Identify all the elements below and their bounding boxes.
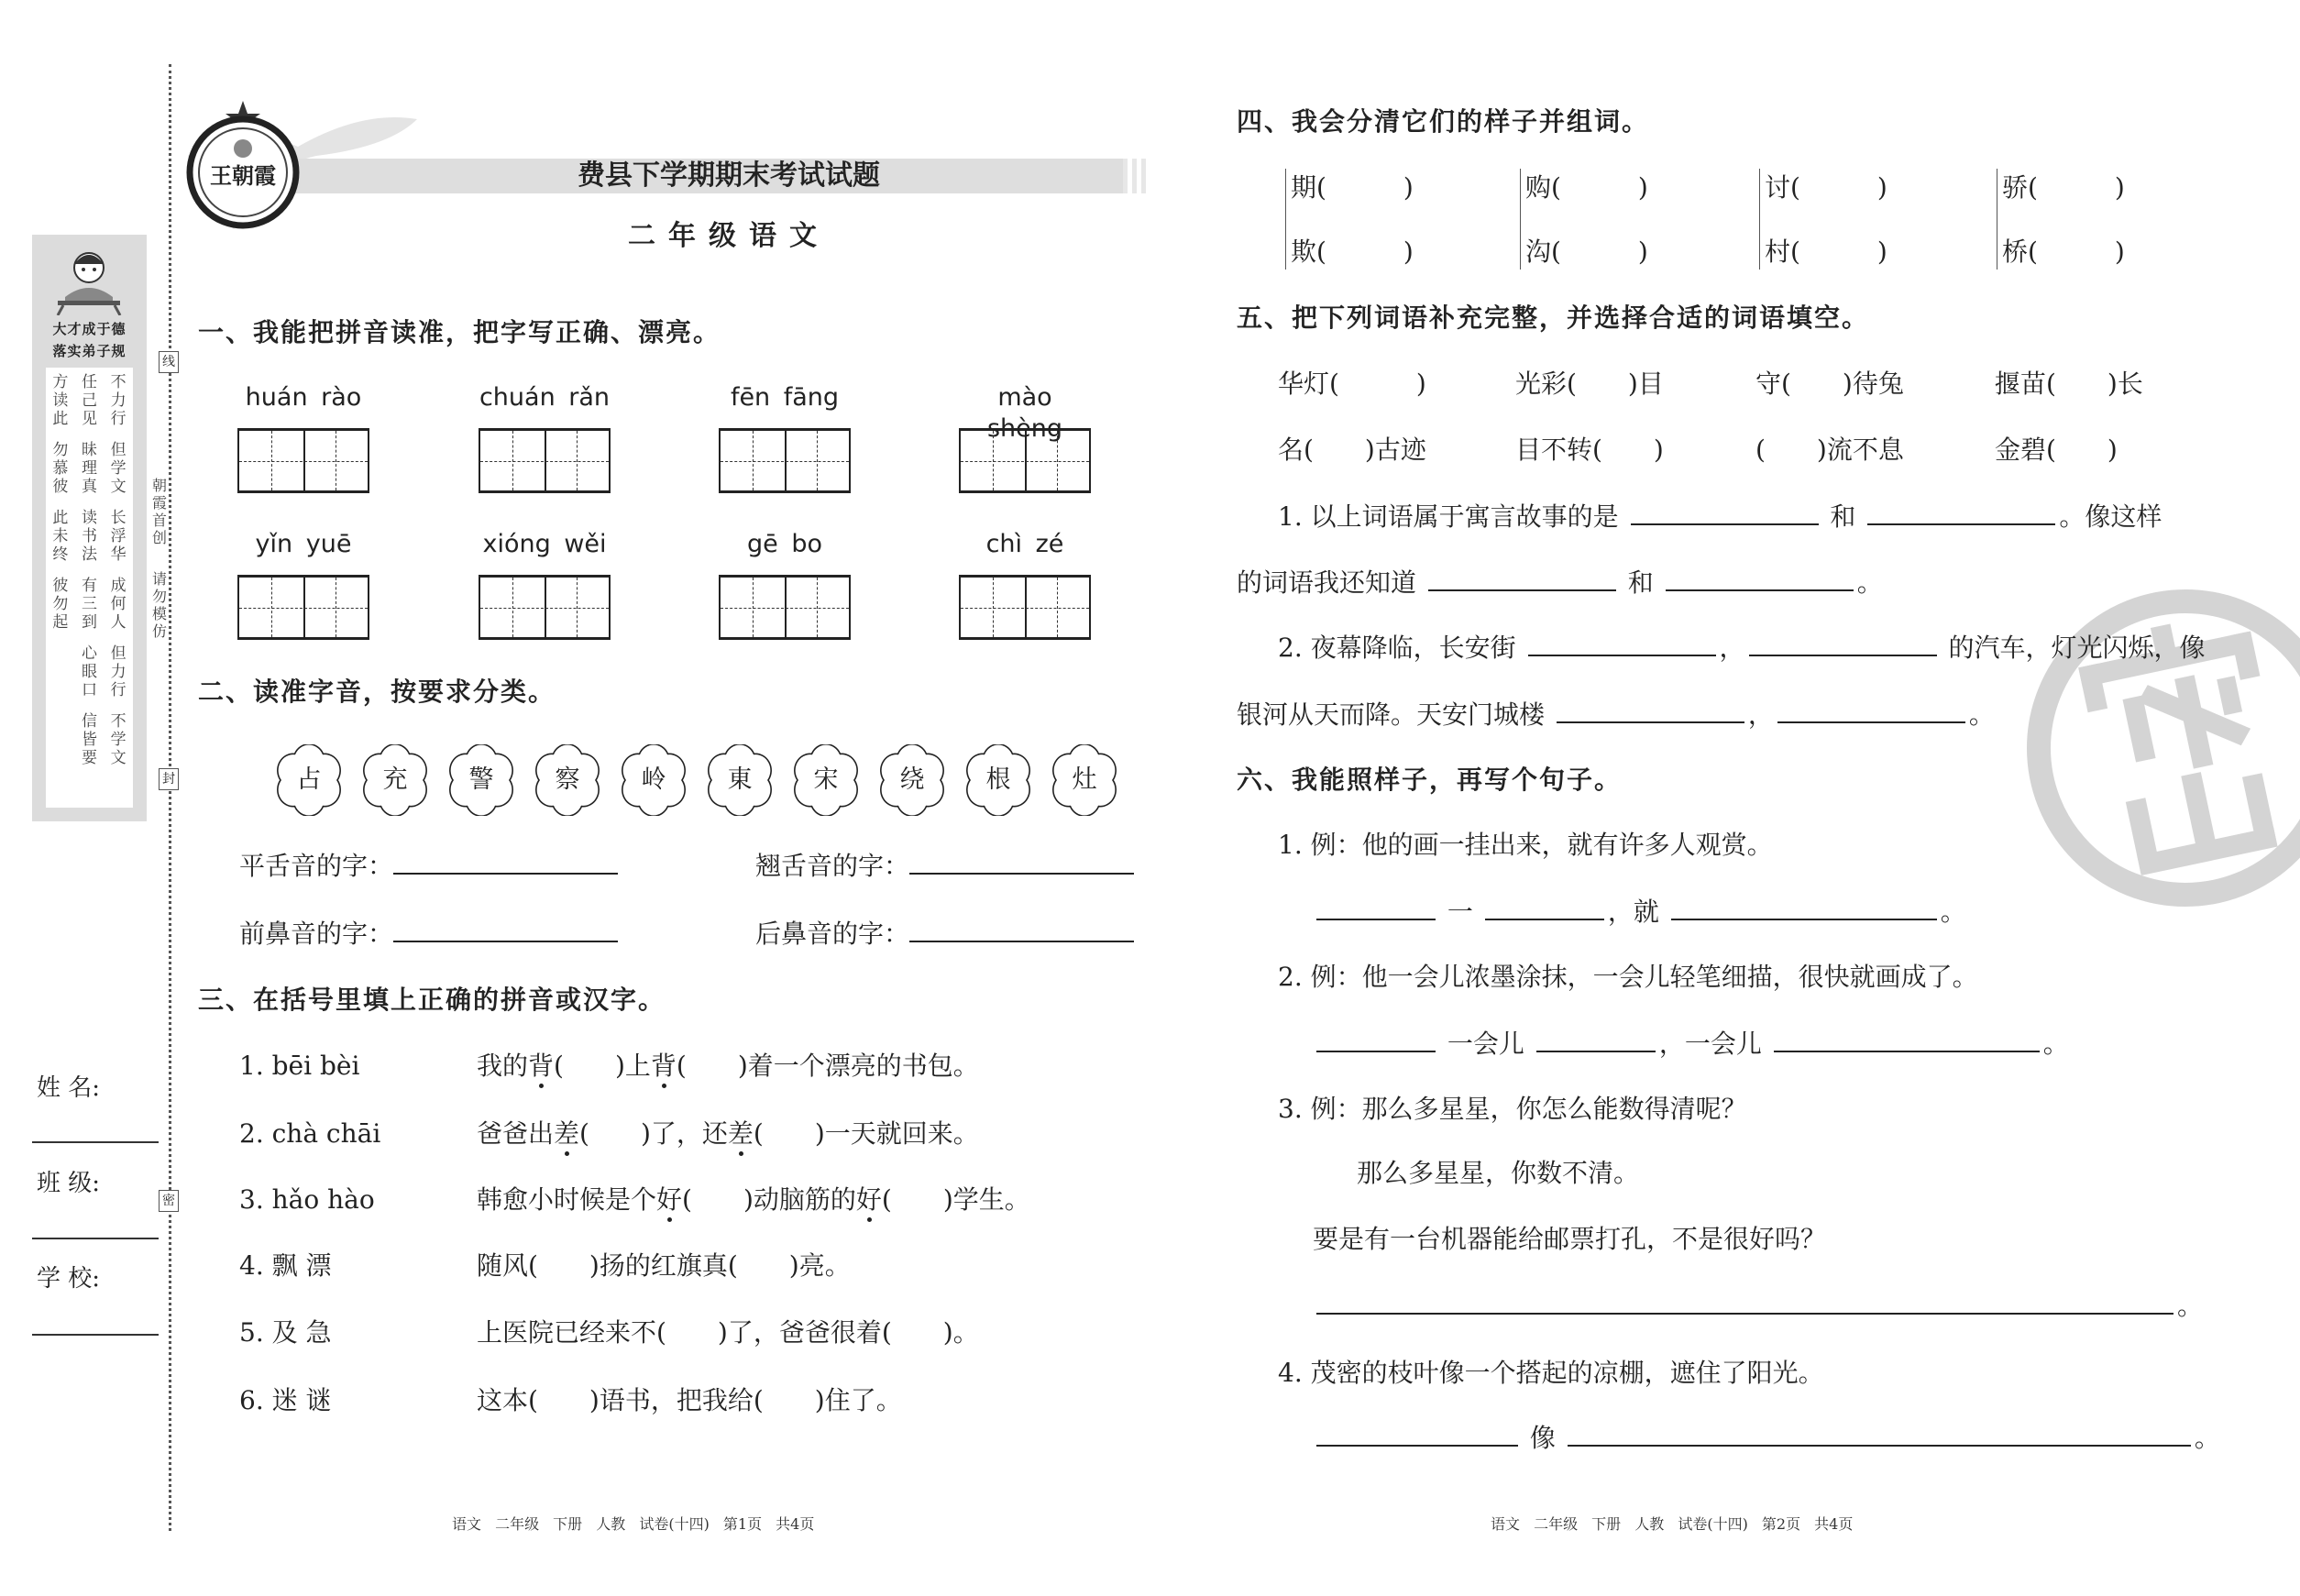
text-segment: 那么多星星，你数不清。 — [1357, 1158, 1640, 1188]
emphasized-char: 差 — [727, 1118, 754, 1149]
flower-char: 占 — [296, 765, 322, 794]
flower-char: 察 — [555, 765, 580, 794]
poem-phrase: 有三到 — [81, 577, 97, 632]
emphasized-char: 好 — [855, 1184, 882, 1215]
text-segment: 像 — [1522, 1423, 1564, 1453]
text-segment: 。 — [1856, 567, 1883, 598]
answer-2 — [1313, 1027, 2069, 1061]
flower-char: 绕 — [899, 765, 925, 794]
example-2 — [1278, 961, 1978, 994]
footer-page-1: 语文 二年级 下册 人教 试卷(十四) 第1页 共4页 — [452, 1515, 815, 1533]
text-segment: 。 — [1968, 699, 1995, 730]
category-blank[interactable] — [909, 917, 1134, 942]
word-pair-top: 骄( ) — [2002, 172, 2125, 203]
pinyin-label: mào shèng — [986, 383, 1063, 443]
poem-phrase: 读书法 — [81, 509, 97, 564]
example-3-answer — [1357, 1157, 1639, 1190]
char-flower — [964, 744, 1032, 816]
pinyin-label: gē bo — [747, 530, 822, 558]
text-segment: ( )着一个漂亮的书包。 — [676, 1051, 979, 1081]
flower-char: 東 — [727, 765, 753, 794]
grid-guide — [480, 461, 609, 462]
dizigui-poem — [46, 368, 133, 808]
item-label: 3. hǎo hào — [239, 1184, 375, 1215]
example-4 — [1278, 1357, 1824, 1390]
answer-blank[interactable] — [1316, 1289, 2173, 1315]
poem-phrase: 但力行 — [110, 644, 127, 699]
text-segment: 。 — [2194, 1423, 2220, 1453]
category-label: 翘舌音的字： — [755, 851, 910, 881]
emphasized-char: 背 — [528, 1051, 555, 1081]
text-segment: 我的 — [477, 1051, 529, 1081]
flower-char: 灶 — [1072, 765, 1097, 794]
flower-char: 根 — [985, 765, 1011, 794]
text-segment: ( )一天就回来。 — [753, 1118, 979, 1149]
char-flower — [792, 744, 860, 816]
poem-phrase: 此未终 — [52, 509, 69, 564]
answer-blank[interactable] — [1528, 631, 1716, 656]
idiom-fill: 光彩( )目 — [1515, 369, 1664, 399]
writing-grid[interactable] — [479, 575, 611, 640]
answer-blank[interactable] — [1316, 1421, 1518, 1447]
class-field[interactable] — [32, 1238, 159, 1239]
poem-column — [51, 373, 70, 808]
grid-guide — [239, 461, 368, 462]
poem-phrase: 不力行 — [110, 373, 127, 428]
grid-guide — [961, 461, 1089, 462]
text-segment: ，就 — [1607, 897, 1667, 927]
word-pair-bottom: 村( ) — [1765, 237, 1887, 267]
writing-grid[interactable] — [959, 575, 1091, 640]
word-pair-top: 期( ) — [1291, 172, 1414, 203]
answer-blank[interactable] — [1557, 698, 1744, 723]
writing-grid[interactable] — [719, 428, 851, 493]
category-blank[interactable] — [393, 849, 618, 875]
section-3-title: 三、在括号里填上正确的拼音或汉字。 — [198, 985, 666, 1015]
grid-guide — [480, 608, 609, 609]
answer-blank[interactable] — [1671, 895, 1937, 920]
emphasized-char: 差 — [554, 1118, 580, 1149]
item-label: 6. 迷 谜 — [239, 1385, 332, 1415]
prompt-3 — [1313, 1223, 1826, 1256]
text-segment: 爸爸出 — [477, 1118, 555, 1149]
question-5-1-cont — [1237, 566, 1883, 600]
student-reading-illustration — [32, 242, 147, 315]
section-1-title: 一、我能把拼音读准，把字写正确、漂亮。 — [198, 317, 721, 347]
item-sentence — [477, 1316, 979, 1349]
answer-blank[interactable] — [1428, 566, 1616, 591]
school-field[interactable] — [32, 1334, 159, 1336]
answer-blank[interactable] — [1568, 1421, 2191, 1447]
answer-blank[interactable] — [1485, 895, 1604, 920]
category-row — [239, 849, 622, 883]
answer-blank[interactable] — [1666, 566, 1854, 591]
answer-blank[interactable] — [1749, 631, 1937, 656]
writing-grid[interactable] — [959, 428, 1091, 493]
text-segment: 1. 以上词语属于寓言故事的是 — [1278, 501, 1627, 532]
poem-phrase: 成何人 — [110, 577, 127, 632]
category-label: 后鼻音的字： — [755, 919, 910, 949]
school-label: 学 校: — [37, 1265, 101, 1293]
text-segment: ， — [1719, 633, 1745, 663]
flower-char: 警 — [468, 765, 494, 794]
name-label: 姓 名: — [37, 1074, 101, 1102]
writing-grid[interactable] — [479, 428, 611, 493]
item-sentence — [477, 1183, 1030, 1216]
name-field[interactable] — [32, 1141, 159, 1143]
idiom-fill: 目不转( ) — [1515, 435, 1664, 465]
text-segment: 一 — [1439, 897, 1481, 927]
text-segment: ，一会儿 — [1658, 1029, 1770, 1059]
text-segment: ( )了，还 — [579, 1118, 728, 1149]
writing-grid[interactable] — [719, 575, 851, 640]
char-flower — [447, 744, 515, 816]
item-label: 5. 及 急 — [239, 1317, 332, 1348]
poem-phrase: 信皆要 — [81, 712, 97, 767]
section-5-title: 五、把下列词语补充完整，并选择合适的词语填空。 — [1237, 303, 1870, 333]
answer-3 — [1313, 1289, 2203, 1323]
word-pair-bottom: 沟( ) — [1525, 237, 1648, 267]
text-segment: 的汽车，灯光闪烁，像 — [1940, 633, 2206, 663]
text-segment: ( )学生。 — [881, 1184, 1030, 1215]
word-pair-top: 购( ) — [1525, 172, 1648, 203]
text-segment: ( )上 — [554, 1051, 651, 1081]
poem-phrase: 不学文 — [110, 712, 127, 767]
binding-note-2: 请勿模仿 — [151, 570, 167, 640]
writing-grid[interactable] — [237, 575, 369, 640]
text-segment: 这本( )语书，把我给( )住了。 — [477, 1385, 902, 1415]
motto-sidebar — [32, 235, 147, 821]
section-2-title: 二、读准字音，按要求分类。 — [198, 677, 556, 707]
exam-title: 费县下学期期末考试试题 — [578, 160, 880, 192]
flower-char: 充 — [382, 765, 408, 794]
idiom-fill: ( )流不息 — [1755, 435, 1904, 465]
text-segment: 。 — [1940, 897, 1966, 927]
text-segment: 2. 夜幕降临，长安街 — [1278, 633, 1524, 663]
answer-blank[interactable] — [1536, 1027, 1656, 1052]
grid-guide — [239, 608, 368, 609]
example-1 — [1278, 829, 1773, 862]
grid-guide — [721, 608, 849, 609]
answer-blank[interactable] — [1316, 1027, 1436, 1052]
binding-note-1: 朝霞首创 — [151, 477, 167, 546]
answer-blank[interactable] — [1316, 895, 1436, 920]
word-pair-top: 讨( ) — [1765, 172, 1887, 203]
word-pair-bottom: 桥( ) — [2002, 237, 2125, 267]
pinyin-label: fēn fāng — [730, 383, 840, 412]
poem-phrase: 彼勿起 — [52, 577, 69, 632]
grid-guide — [721, 461, 849, 462]
item-sentence — [477, 1249, 851, 1282]
emphasized-char: 好 — [656, 1184, 683, 1215]
emphasized-char: 背 — [650, 1051, 677, 1081]
char-flower — [534, 744, 601, 816]
motto-line-2: 落实弟子规 — [52, 343, 127, 359]
answer-blank[interactable] — [1774, 1027, 2040, 1052]
pinyin-label: chuán rǎn — [479, 383, 611, 412]
text-segment: 要是有一台机器能给邮票打孔，不是很好吗？ — [1313, 1224, 1827, 1254]
grid-guide — [961, 608, 1089, 609]
question-5-1 — [1278, 500, 2162, 534]
category-blank[interactable] — [909, 849, 1134, 875]
idiom-fill: 金碧( ) — [1995, 435, 2118, 465]
question-5-2-cont — [1237, 698, 1995, 732]
pinyin-label: huán rào — [245, 383, 362, 412]
flower-char: 宋 — [813, 765, 839, 794]
pair-bracket — [1285, 169, 1286, 270]
poem-phrase: 勿慕彼 — [52, 441, 69, 496]
category-row — [755, 849, 1138, 883]
text-segment: 3. 例：那么多星星，你怎么能数得清呢？ — [1278, 1094, 1747, 1124]
item-sentence — [477, 1384, 902, 1417]
poem-phrase: 方读此 — [52, 373, 69, 428]
answer-1 — [1313, 895, 1966, 929]
pinyin-label: chì zé — [985, 530, 1064, 558]
text-segment: 的词语我还知道 — [1237, 567, 1425, 598]
word-pair-bottom: 欺( ) — [1291, 237, 1414, 267]
text-segment: 2. 例：他一会儿浓墨涂抹，一会儿轻笔细描，很快就画成了。 — [1278, 962, 1978, 992]
binding-dotted-line — [169, 64, 171, 1531]
idiom-fill: 华灯( ) — [1278, 369, 1426, 399]
char-flower — [620, 744, 688, 816]
text-segment: 1. 例：他的画一挂出来，就有许多人观赏。 — [1278, 830, 1773, 860]
text-segment: 。像这样 — [2059, 501, 2162, 532]
pair-bracket — [1759, 169, 1760, 270]
text-segment: 。 — [2042, 1029, 2069, 1059]
item-label: 1. bēi bèi — [239, 1051, 360, 1081]
question-5-2 — [1278, 631, 2205, 665]
idiom-fill: 守( )待兔 — [1755, 369, 1904, 399]
char-flower — [275, 744, 343, 816]
binding-mark-mi: 密 — [159, 1190, 179, 1212]
char-flower — [1051, 744, 1118, 816]
pinyin-label: xióng wěi — [482, 530, 607, 558]
idiom-fill: 揠苗( )长 — [1995, 369, 2143, 399]
item-sentence — [477, 1050, 979, 1083]
pinyin-label: yǐn yuē — [255, 530, 352, 558]
motto-line-1: 大才成于德 — [52, 321, 127, 337]
category-blank[interactable] — [393, 917, 618, 942]
binding-mark-feng: 封 — [159, 768, 179, 790]
char-flower — [706, 744, 774, 816]
section-6-title: 六、我能照样子，再写个句子。 — [1237, 765, 1623, 795]
footer-page-2: 语文 二年级 下册 人教 试卷(十四) 第2页 共4页 — [1491, 1515, 1854, 1533]
writing-grid[interactable] — [237, 428, 369, 493]
pair-bracket — [1520, 169, 1521, 270]
text-segment: 4. 茂密的枝叶像一个搭起的凉棚，遮住了阳光。 — [1278, 1358, 1824, 1388]
category-row — [755, 917, 1138, 951]
exam-subtitle: 二年级语文 — [628, 220, 830, 252]
category-label: 前鼻音的字： — [239, 919, 394, 949]
flower-char: 岭 — [641, 765, 666, 794]
text-segment: ， — [1747, 699, 1774, 730]
poem-phrase: 心眼口 — [81, 644, 97, 699]
text-segment: 韩愈小时候是个 — [477, 1184, 657, 1215]
text-segment: 上医院已经来不( )了，爸爸很着( )。 — [477, 1317, 979, 1348]
example-3 — [1278, 1093, 1747, 1126]
item-sentence — [477, 1117, 979, 1150]
section-4-title: 四、我会分清它们的样子并组词。 — [1237, 106, 1650, 137]
answer-4 — [1313, 1421, 2220, 1455]
text-segment: 和 — [1619, 567, 1662, 598]
text-segment: 银河从天而降。天安门城楼 — [1237, 699, 1553, 730]
text-segment: 。 — [2177, 1291, 2204, 1321]
poem-phrase: 昧理真 — [81, 441, 97, 496]
poem-column — [80, 373, 98, 808]
text-segment: 随风( )扬的红旗真( )亮。 — [477, 1250, 851, 1281]
answer-blank[interactable] — [1631, 500, 1819, 525]
poem-phrase: 但学文 — [110, 441, 127, 496]
char-flower — [361, 744, 429, 816]
category-label: 平舌音的字： — [239, 851, 394, 881]
idiom-fill: 名( )古迹 — [1278, 435, 1426, 465]
text-segment: 和 — [1821, 501, 1865, 532]
text-segment: ( )动脑筋的 — [682, 1184, 856, 1215]
poem-phrase: 长浮华 — [110, 509, 127, 564]
item-label: 2. chà chāi — [239, 1118, 381, 1149]
binding-mark-xian: 线 — [159, 351, 179, 373]
poem-phrase: 任己见 — [81, 373, 97, 428]
answer-blank[interactable] — [1777, 698, 1965, 723]
answer-blank[interactable] — [1867, 500, 2055, 525]
class-label: 班 级: — [37, 1170, 101, 1197]
logo-text: 王朝霞 — [210, 162, 276, 189]
text-segment: 一会儿 — [1439, 1029, 1533, 1059]
category-row — [239, 917, 622, 951]
brand-logo — [183, 101, 303, 229]
poem-column — [109, 373, 127, 808]
char-flower — [878, 744, 946, 816]
item-label: 4. 飘 漂 — [239, 1250, 332, 1281]
